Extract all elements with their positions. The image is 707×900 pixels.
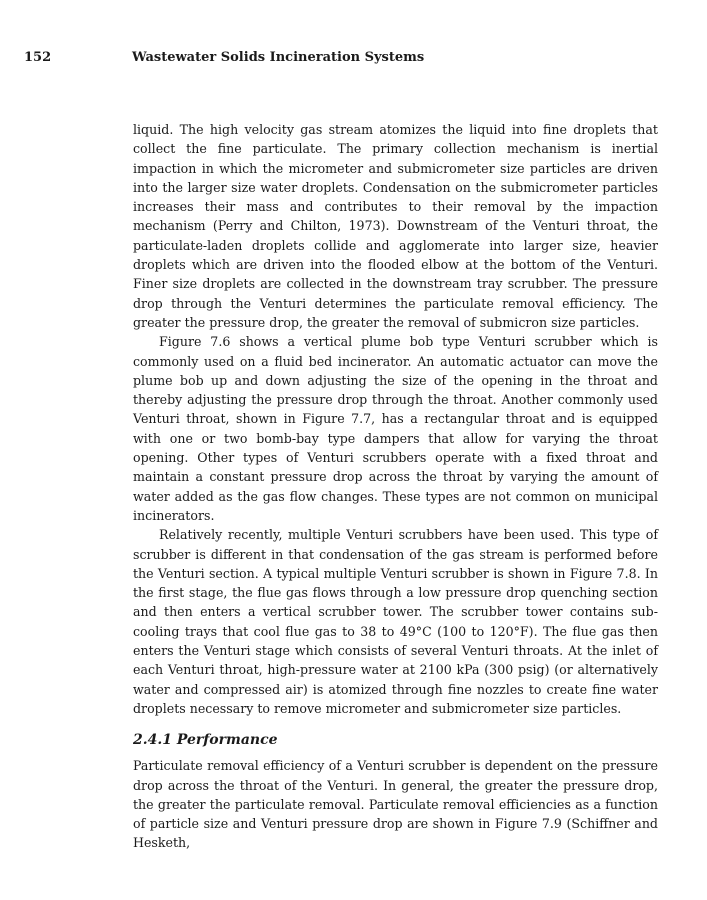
paragraph-venturi-mechanism: liquid. The high velocity gas stream atomizes the liquid into fine droplets that collect the fine particulate. The primary collection mechanism is inertial impaction in which the micrometer and submicrometer size particles are driven into the larger size water droplets. Condensation on the submicrometer particles increases their mass and contributes to their removal by the impaction mechanism (Perry and Chilton, 1973). Downstream of the Venturi throat, the particulate-laden droplets collide and agglomerate into larger size, heavier droplets which are driven into the flooded elbow at the bottom of the Venturi. Finer size droplets are collected in the downstream tray scrubber. The pressure drop through the Venturi determines the particulate removal efficiency. The greater the pressure drop, the greater the removal of submicron size particles. bbox=[133, 122, 658, 330]
paragraph-performance: Particulate removal efficiency of a Venturi scrubber is dependent on the pressure drop across the throat of the Venturi. In general, the greater the pressure drop, the greater the particulate removal. Particulate removal efficiencies as a function of particle size and Venturi pressure drop are shown in Figure 7.9 (Schiffner and Hesketh, bbox=[133, 758, 658, 851]
body-text bbox=[133, 120, 658, 853]
paragraph-multiple-venturi: Relatively recently, multiple Venturi scrubbers have been used. This type of scrubber is different in that condensation of the gas stream is performed before the Venturi section. A typical multiple Venturi scrubber is shown in Figure 7.8. In the first stage, the flue gas flows through a low pressure drop quenching section and then enters a vertical scrubber tower. The scrubber tower contains sub-cooling trays that cool flue gas to 38 to 49°C (100 to 120°F). The flue gas then enters the Venturi stage which consists of several Venturi throats. At the inlet of each Venturi throat, high-pressure water at 2100 kPa (300 psig) (or alternatively water and compressed air) is atomized through fine nozzles to create fine water droplets necessary to remove micrometer and submicrometer size particles. bbox=[133, 527, 658, 716]
page-number: 152 bbox=[24, 50, 52, 65]
paragraph-plume-bob-scrubber: Figure 7.6 shows a vertical plume bob type Venturi scrubber which is commonly used on a fluid bed incinerator. An automatic actuator can move the plume bob up and down adjusting the size of the opening in the throat and thereby adjusting the pressure drop through the throat. Another commonly used Venturi throat, shown in Figure 7.7, has a rectangular throat and is equipped with one or two bomb-bay type dampers that allow for varying the throat opening. Other types of Venturi scrubbers operate with a fixed throat and maintain a constant pressure drop across the throat by varying the amount of water added as the gas flow changes. These types are not common on municipal incinerators. bbox=[133, 334, 658, 523]
running-head bbox=[24, 50, 683, 70]
section-heading-performance: 2.4.1 Performance bbox=[133, 732, 278, 749]
book-title: Wastewater Solids Incineration Systems bbox=[132, 50, 425, 65]
